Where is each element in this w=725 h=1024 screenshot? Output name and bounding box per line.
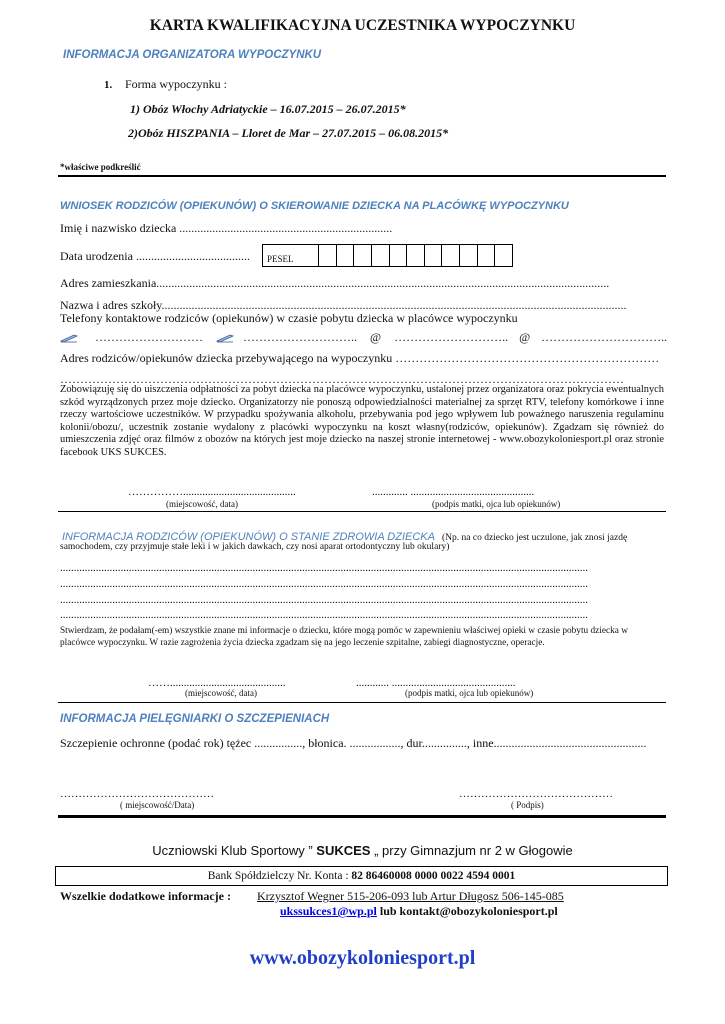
email-field-1[interactable]: ………………………..: [394, 330, 509, 344]
signature-parent-label: (podpis matki, ojca lub opiekunów): [405, 688, 534, 698]
pesel-cell[interactable]: [337, 245, 355, 266]
email-row: [280, 904, 558, 919]
club-name-suffix: „ przy Gimnazjum nr 2 w Głogowie: [374, 843, 573, 858]
contact-persons: Krzysztof Wegner 515-206-093 lub Artur Długosz 506-145-085: [257, 889, 564, 903]
club-name-prefix: Uczniowski Klub Sportowy ”: [152, 843, 313, 858]
obligation-paragraph: Zobowiązuję się do uiszczenia odpłatności za pobyt dziecka na placówce wypoczynku, ustalonej przez organizatora oraz pokrycia ewentualnych szkód wyrządzonych przez moje dziecko. Organizatorzy nie ponoszą odpowiedzialności materialnej za sprzęt RTV, telefony komórkowe i inne rzeczy wartościowe uczestników. W przypadku spożywania alkoholu, przebywania pod jego wpływem lub poważnego naruszenia regulaminu kolonii/obozu/, uczestnik zostanie wydalony z placówki wypoczynku na koszt własny(rodziców, opiekunów). Zgadzam się również do umieszczenia zdjęć oraz filmów z obozów na których jest moje dziecko na naszej stronie internetowej - www.obozykoloniesport.pl oraz stronie facebook UKS SUKCES.: [60, 384, 664, 458]
page-title: KARTA KWALIFIKACYJNA UCZESTNIKA WYPOCZYNKU: [149, 17, 576, 34]
pesel-cell[interactable]: [425, 245, 443, 266]
signature-place-label: (miejscowość, data): [166, 499, 238, 509]
birth-date-field[interactable]: Data urodzenia ......................................: [60, 249, 250, 263]
health-heading: INFORMACJA RODZICÓW (OPIEKUNÓW) O STANIE ZDROWIA DZIECKA: [62, 531, 435, 543]
camp-option-2: 2)Obóz HISZPANIA – Lloret de Mar – 27.07.2015 – 06.08.2015*: [128, 126, 449, 140]
health-answer-line[interactable]: ................................................................................................................................................................................................: [60, 562, 588, 574]
home-address-field[interactable]: Adres zamieszkania.......................................................................................................................................................: [60, 276, 610, 290]
signature-parent-line[interactable]: ............. .............................................: [372, 486, 535, 498]
nurse-place-label: ( miejscowość/Data): [120, 800, 195, 810]
nurse-signature-line[interactable]: ……………………………………: [459, 788, 613, 800]
phone-field-1[interactable]: ………………………: [95, 330, 203, 344]
underline-note: *właściwe podkreślić: [60, 162, 141, 172]
at-sign: @: [370, 330, 382, 344]
stay-address-field-2[interactable]: ……………………………………………………………………………………………………………………………: [60, 372, 624, 386]
form-number: 1.: [104, 79, 113, 91]
camp-option-1: 1) Obóz Włochy Adriatyckie – 16.07.2015 – 26.07.2015*: [130, 102, 406, 116]
school-field[interactable]: Nazwa i adres szkoły...........................................................................................................................................................: [60, 298, 627, 312]
health-answer-line[interactable]: ................................................................................................................................................................................................: [60, 594, 588, 606]
signature-parent-label: (podpis matki, ojca lub opiekunów): [432, 499, 561, 509]
email-link[interactable]: ukssukces1@wp.pl: [280, 904, 377, 918]
divider: [58, 815, 666, 818]
phones-row: [60, 330, 667, 345]
email-joiner: lub kontakt@obozykoloniesport.pl: [376, 904, 558, 918]
signature-place-line[interactable]: ……..........................................: [148, 677, 286, 689]
phone-field-2[interactable]: ………………………..: [243, 330, 357, 344]
nurse-signature-label: ( Podpis): [511, 800, 544, 810]
health-answer-line[interactable]: ................................................................................................................................................................................................: [60, 609, 588, 621]
pesel-cell[interactable]: [372, 245, 390, 266]
pen-icon: [216, 333, 234, 343]
health-question-cont: samochodem, czy przyjmuje stałe leki i w jakich dawkach, czy nosi aparat ortodontyczny lub okulary): [60, 542, 450, 552]
pesel-grid[interactable]: [262, 244, 513, 267]
health-statement: Stwierdzam, że podałam(-em) wszystkie znane mi informacje o dziecku, które mogą pomóc w zapewnieniu właściwej opieki w czasie pobytu dziecka w placówce wypoczynku. W razie zagrożenia życia dziecka zgadzam się na jego leczenie szpitalne, zabiegi diagnostyczne, operacje.: [60, 626, 628, 648]
pesel-cell[interactable]: [354, 245, 372, 266]
divider: [58, 702, 666, 703]
extra-info-label: Wszelkie dodatkowe informacje :: [60, 889, 231, 903]
bank-label: Bank Spółdzielczy Nr. Konta :: [207, 870, 349, 882]
nurse-place-line[interactable]: ……………………………………: [60, 788, 214, 800]
divider: [58, 175, 666, 177]
signature-parent-line[interactable]: ............ .............................................: [356, 677, 516, 689]
form-label: Forma wypoczynku :: [125, 77, 227, 91]
at-sign: @: [519, 330, 531, 344]
pesel-cell[interactable]: [442, 245, 460, 266]
pesel-cell[interactable]: [460, 245, 478, 266]
club-name: [0, 843, 725, 858]
nurse-heading: INFORMACJA PIELĘGNIARKI O SZCZEPIENIACH: [60, 713, 330, 725]
pen-icon: [60, 333, 78, 343]
pesel-cell[interactable]: [390, 245, 408, 266]
parents-request-heading: WNIOSEK RODZICÓW (OPIEKUNÓW) O SKIEROWANIE DZIECKA NA PLACÓWKĘ WYPOCZYNKU: [60, 200, 569, 212]
pesel-cell[interactable]: [478, 245, 496, 266]
organizer-heading: INFORMACJA ORGANIZATORA WYPOCZYNKU: [63, 49, 322, 61]
email-field-2[interactable]: …………………………..: [541, 330, 668, 344]
health-answer-line[interactable]: ................................................................................................................................................................................................: [60, 578, 588, 590]
pesel-label: PESEL: [263, 245, 319, 266]
website-link[interactable]: www.obozykoloniesport.pl: [249, 947, 476, 969]
divider: [58, 511, 666, 512]
pesel-cell[interactable]: [319, 245, 337, 266]
pesel-cell[interactable]: [495, 245, 512, 266]
child-name-field[interactable]: Imię i nazwisko dziecka .......................................................................: [60, 221, 393, 235]
club-name-bold: SUKCES: [312, 843, 375, 858]
signature-place-label: (miejscowość, data): [185, 688, 257, 698]
bank-box: [55, 866, 668, 886]
signature-place-line[interactable]: …………….........................................: [128, 486, 296, 498]
health-question: (Np. na co dziecko jest uczulone, jak znosi jazdę: [441, 533, 628, 543]
stay-address-field[interactable]: Adres rodziców/opiekunów dziecka przebywającego na wypoczynku …………………………………………………………: [60, 351, 660, 365]
pesel-cell[interactable]: [407, 245, 425, 266]
vaccination-field[interactable]: Szczepienie ochronne (podać rok) tężec ................, błonica. ................., dur..............., inne...................................................: [60, 736, 647, 750]
phones-label: Telefony kontaktowe rodziców (opiekunów) w czasie pobytu dziecka w placówce wypoczynku: [60, 311, 518, 325]
bank-account: 82 86460008 0000 0022 4594 0001: [351, 870, 516, 882]
